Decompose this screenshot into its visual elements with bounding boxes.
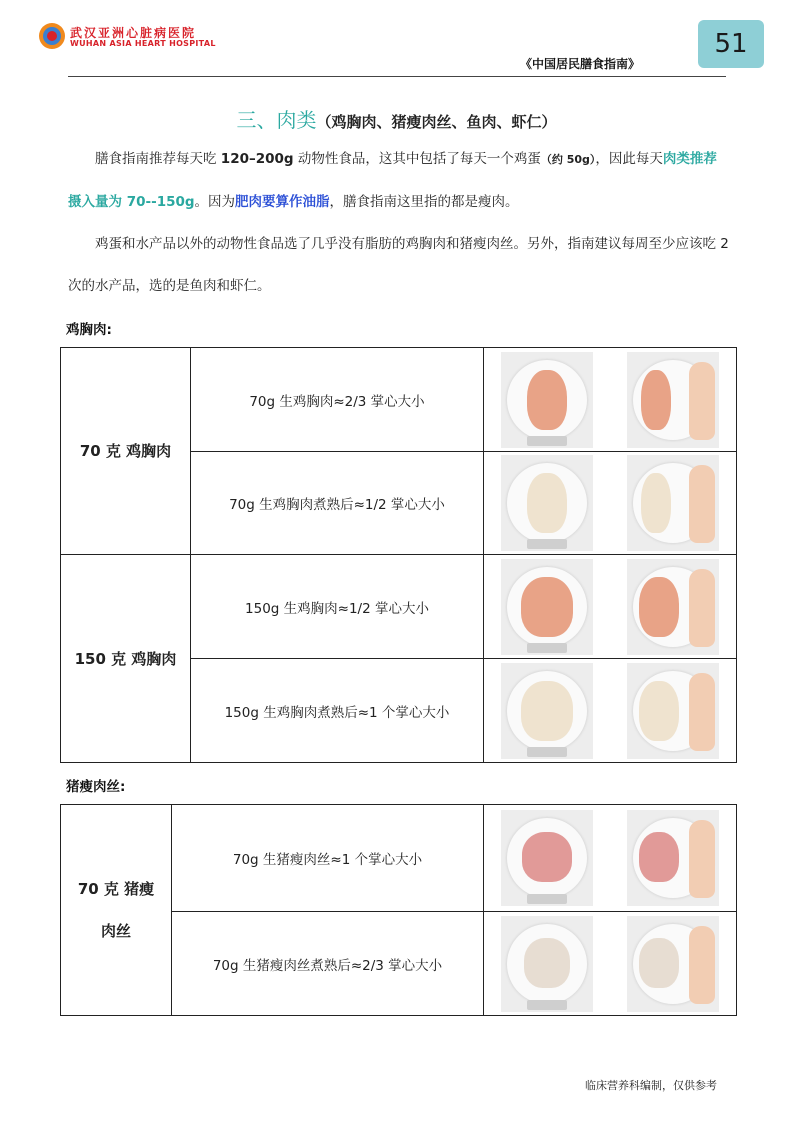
p1-egg-weight: （约 50g） bbox=[540, 153, 596, 166]
paragraph-2: 鸡蛋和水产品以外的动物性食品选了几乎没有脂肪的鸡胸肉和猪瘦肉丝。另外，指南建议每周至少应该吃 2 次的水产品，选的是鱼肉和虾仁。 bbox=[68, 236, 729, 294]
p1-fat-note: 肥肉要算作油脂 bbox=[235, 194, 330, 210]
hand-icon bbox=[689, 673, 715, 751]
photo-cell bbox=[484, 912, 737, 1016]
header-divider bbox=[68, 76, 726, 77]
p1-text-i: ，膳食指南这里指的都是瘦肉。 bbox=[329, 194, 519, 210]
amount-cell: 70 克 鸡胸肉 bbox=[61, 348, 191, 555]
amount-cell bbox=[61, 805, 172, 1016]
food-photo bbox=[501, 916, 593, 1012]
intro-paragraph bbox=[68, 138, 730, 307]
food-photo bbox=[501, 559, 593, 655]
paragraph-1 bbox=[68, 138, 730, 223]
photo-cell bbox=[484, 452, 737, 555]
pork-table bbox=[60, 804, 737, 1016]
hand-icon bbox=[689, 362, 715, 440]
amount-cell: 150 克 鸡胸肉 bbox=[61, 555, 191, 763]
food-with-hand-photo bbox=[627, 916, 719, 1012]
section-title bbox=[0, 104, 793, 133]
hand-icon bbox=[689, 569, 715, 647]
p1-text-g: 。因为 bbox=[194, 194, 236, 210]
description-cell: 70g 生猪瘦肉丝≈1 个掌心大小 bbox=[172, 805, 484, 912]
pork-section-label: 猪瘦肉丝: bbox=[66, 779, 126, 795]
table-row bbox=[61, 555, 737, 659]
description-cell: 150g 生鸡胸肉煮熟后≈1 个掌心大小 bbox=[191, 659, 484, 763]
footer-note: 临床营养科编制，仅供参考 bbox=[585, 1079, 717, 1092]
p1-text-e: ，因此每天 bbox=[595, 151, 663, 167]
hospital-name-en: WUHAN ASIA HEART HOSPITAL bbox=[70, 39, 216, 48]
description-cell: 70g 生猪瘦肉丝煮熟后≈2/3 掌心大小 bbox=[172, 912, 484, 1016]
hand-icon bbox=[689, 465, 715, 543]
food-with-hand-photo bbox=[627, 352, 719, 448]
p1-text-c: 动物性食品，这其中包括了每天一个鸡蛋 bbox=[293, 151, 541, 167]
amount-line-2: 肉丝 bbox=[100, 922, 131, 940]
page-number-badge: 51 bbox=[698, 20, 764, 68]
hospital-name-cn: 武汉亚洲心脏病医院 bbox=[70, 26, 197, 40]
photo-cell bbox=[484, 659, 737, 763]
photo-cell bbox=[484, 555, 737, 659]
hand-icon bbox=[689, 926, 715, 1004]
description-cell: 150g 生鸡胸肉≈1/2 掌心大小 bbox=[191, 555, 484, 659]
hand-icon bbox=[689, 820, 715, 898]
food-photo bbox=[501, 663, 593, 759]
food-with-hand-photo bbox=[627, 455, 719, 551]
p1-text-a: 膳食指南推荐每天吃 bbox=[95, 151, 221, 167]
food-photo bbox=[501, 455, 593, 551]
description-cell: 70g 生鸡胸肉≈2/3 掌心大小 bbox=[191, 348, 484, 452]
p1-meat-recommendation: 肉类推荐摄入量为 70--150g bbox=[68, 151, 717, 210]
chicken-section-label: 鸡胸肉: bbox=[66, 322, 112, 338]
food-photo bbox=[501, 352, 593, 448]
description-cell: 70g 生鸡胸肉煮熟后≈1/2 掌心大小 bbox=[191, 452, 484, 555]
section-title-sub: （鸡胸肉、猪瘦肉丝、鱼肉、虾仁） bbox=[316, 113, 557, 131]
guide-subtitle: 《中国居民膳食指南》 bbox=[520, 57, 641, 71]
food-with-hand-photo bbox=[627, 559, 719, 655]
hospital-logo-icon bbox=[38, 22, 66, 50]
food-photo bbox=[501, 810, 593, 906]
chicken-table bbox=[60, 347, 737, 763]
food-with-hand-photo bbox=[627, 663, 719, 759]
amount-line-1: 70 克 猪瘦 bbox=[77, 880, 155, 898]
table-row bbox=[61, 348, 737, 452]
food-with-hand-photo bbox=[627, 810, 719, 906]
photo-cell bbox=[484, 348, 737, 452]
section-title-main: 三、肉类 bbox=[236, 108, 317, 132]
p1-range: 120–200g bbox=[220, 151, 294, 167]
photo-cell bbox=[484, 805, 737, 912]
table-row bbox=[61, 805, 737, 912]
